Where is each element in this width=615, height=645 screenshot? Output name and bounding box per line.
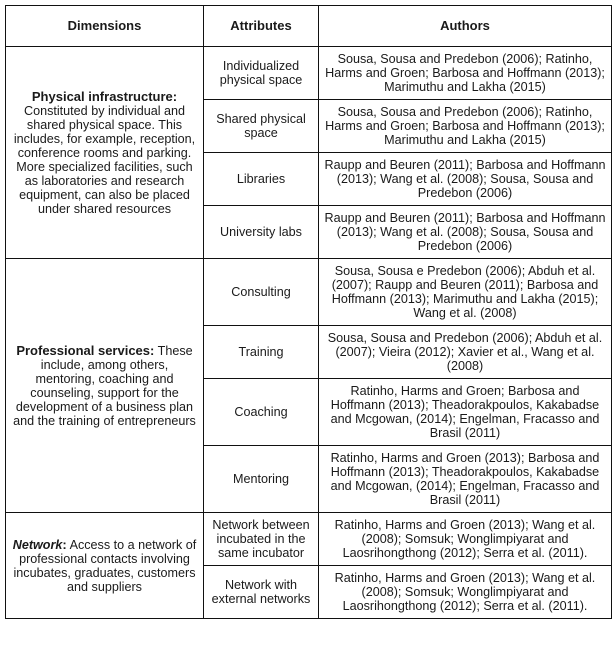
authors-cell: Sousa, Sousa and Predebon (2006); Ratinho, Harms and Groen; Barbosa and Hoffmann (2013); Marimuthu and Lakha (2015) — [319, 100, 612, 153]
authors-cell: Sousa, Sousa e Predebon (2006); Abduh et al. (2007); Raupp and Beuren (2011); Barbosa and Hoffmann (2013); Marimuthu and Lakha (2015); Wang et al. (2008) — [319, 259, 612, 326]
authors-cell: Ratinho, Harms and Groen; Barbosa and Hoffmann (2013); Theadorakpoulos, Kakabadse and Mcgowan, (2014); Engelman, Fracasso and Brasil (2011) — [319, 379, 612, 446]
attribute-cell: Shared physical space — [204, 100, 319, 153]
attribute-cell: Training — [204, 326, 319, 379]
attribute-cell: Network between incubated in the same incubator — [204, 513, 319, 566]
authors-cell: Ratinho, Harms and Groen (2013); Wang et al. (2008); Somsuk; Wonglimpiyarat and Laosrihongthong (2012); Serra et al. (2011). — [319, 566, 612, 619]
dimension-cell-professional-services — [6, 259, 204, 513]
dimensions-table — [5, 5, 612, 619]
header-dimensions: Dimensions — [6, 6, 204, 47]
dimension-cell-network — [6, 513, 204, 619]
authors-cell: Raupp and Beuren (2011); Barbosa and Hoffmann (2013); Wang et al. (2008); Sousa, Sousa and Predebon (2006) — [319, 153, 612, 206]
table-row — [6, 259, 612, 326]
authors-cell: Sousa, Sousa and Predebon (2006); Abduh et al. (2007); Vieira (2012); Xavier et al., Wang et al. (2008) — [319, 326, 612, 379]
dimension-description: These include, among others, mentoring, coaching and counseling, support for the development of a business plan and the training of entrepreneurs — [13, 343, 196, 428]
dimension-title-colon: : — [62, 536, 67, 552]
authors-cell: Ratinho, Harms and Groen (2013); Barbosa and Hoffmann (2013); Theadorakpoulos, Kakabadse and Mcgowan, (2014); Engelman, Fracasso and Brasil (2011) — [319, 446, 612, 513]
authors-cell: Sousa, Sousa and Predebon (2006); Ratinho, Harms and Groen; Barbosa and Hoffmann (2013); Marimuthu and Lakha (2015) — [319, 47, 612, 100]
dimension-title: Physical infrastructure: — [31, 88, 178, 104]
attribute-cell: Libraries — [204, 153, 319, 206]
header-row — [6, 6, 612, 47]
authors-cell: Ratinho, Harms and Groen (2013); Wang et al. (2008); Somsuk; Wonglimpiyarat and Laosrihongthong (2012); Serra et al. (2011). — [319, 513, 612, 566]
attribute-cell: Individualized physical space — [204, 47, 319, 100]
dimension-title: Network — [12, 537, 63, 552]
authors-cell: Raupp and Beuren (2011); Barbosa and Hoffmann (2013); Wang et al. (2008); Sousa, Sousa and Predebon (2006) — [319, 206, 612, 259]
dimension-description: Access to a network of professional contacts involving incubates, graduates, customers and suppliers — [13, 537, 197, 594]
table-row — [6, 47, 612, 100]
attribute-cell: University labs — [204, 206, 319, 259]
dimension-cell-physical-infrastructure — [6, 47, 204, 259]
header-authors: Authors — [319, 6, 612, 47]
attribute-cell: Coaching — [204, 379, 319, 446]
header-attributes: Attributes — [204, 6, 319, 47]
table-row — [6, 513, 612, 566]
attribute-cell: Consulting — [204, 259, 319, 326]
attribute-cell: Mentoring — [204, 446, 319, 513]
dimension-title: Professional services: — [16, 342, 155, 358]
attribute-cell: Network with external networks — [204, 566, 319, 619]
dimension-description: Constituted by individual and shared physical space. This includes, for example, reception, conference rooms and parking. More specialized facilities, such as laboratories and research equipment, can also be placed under shared resources — [13, 103, 196, 216]
